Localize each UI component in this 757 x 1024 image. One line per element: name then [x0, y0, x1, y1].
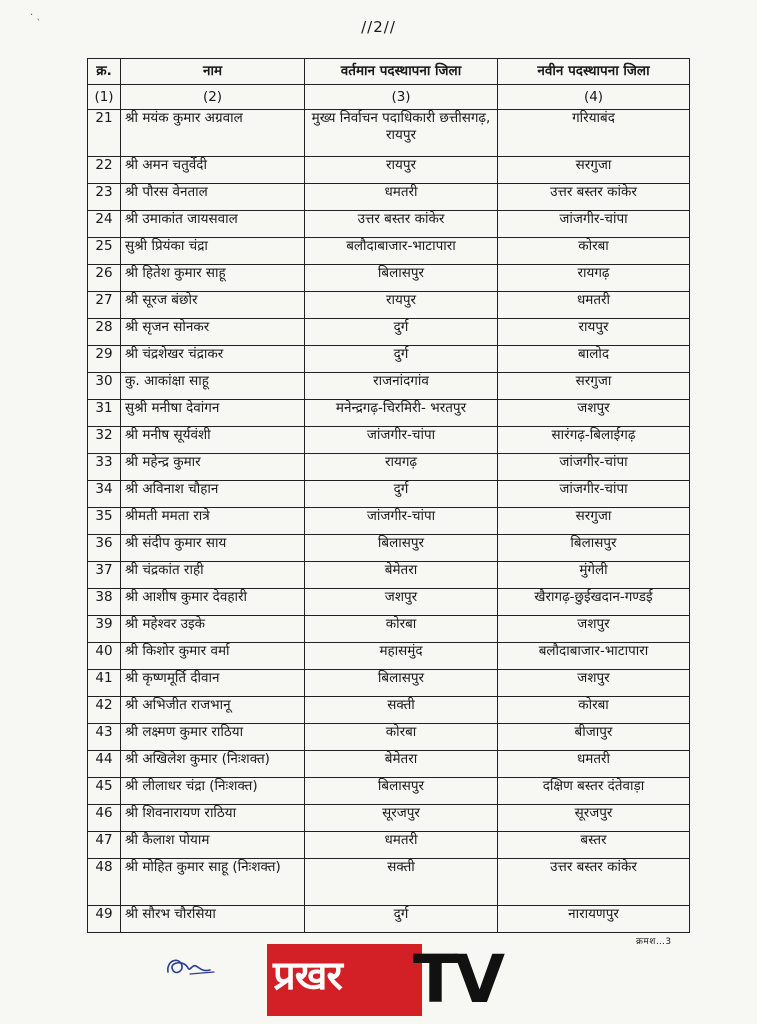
serial-cell: 40: [88, 643, 121, 670]
current-district-cell: रायगढ़: [305, 454, 498, 481]
table-row: [88, 481, 690, 508]
new-district-cell: बिलासपुर: [498, 535, 690, 562]
table-row: [88, 724, 690, 751]
current-district-cell: दुर्ग: [305, 346, 498, 373]
name-cell: श्री लीलाधर चंद्रा (निःशक्त): [121, 778, 305, 805]
current-district-cell: बिलासपुर: [305, 670, 498, 697]
prakhar-tv-logo: [267, 941, 502, 1018]
current-district-cell: बिलासपुर: [305, 535, 498, 562]
new-district-cell: जशपुर: [498, 670, 690, 697]
current-district-cell: जांजगीर-चांपा: [305, 508, 498, 535]
serial-cell: 28: [88, 319, 121, 346]
new-district-cell: जशपुर: [498, 400, 690, 427]
new-district-cell: सूरजपुर: [498, 805, 690, 832]
name-cell: श्री मोहित कुमार साहू (निःशक्त): [121, 859, 305, 906]
column-number: (3): [305, 85, 498, 110]
serial-cell: 38: [88, 589, 121, 616]
name-cell: श्री चंद्रशेखर चंद्राकर: [121, 346, 305, 373]
serial-cell: 24: [88, 211, 121, 238]
column-number: (2): [121, 85, 305, 110]
table-row: [88, 292, 690, 319]
name-cell: श्री सौरभ चौरसिया: [121, 906, 305, 933]
current-district-cell: कोरबा: [305, 724, 498, 751]
name-cell: श्री आशीष कुमार देवहारी: [121, 589, 305, 616]
current-district-cell: मुख्य निर्वाचन पदाधिकारी छत्तीसगढ़, रायपुर: [305, 110, 498, 157]
new-district-cell: बस्तर: [498, 832, 690, 859]
name-cell: श्री महेन्द्र कुमार: [121, 454, 305, 481]
current-district-cell: धमतरी: [305, 832, 498, 859]
name-cell: श्री अमन चतुर्वेदी: [121, 157, 305, 184]
name-cell: श्री अविनाश चौहान: [121, 481, 305, 508]
table-row: [88, 751, 690, 778]
current-district-cell: बलौदाबाजार-भाटापारा: [305, 238, 498, 265]
table-row: [88, 110, 690, 157]
header-name: नाम: [121, 59, 305, 85]
name-cell: श्री महेश्वर उइके: [121, 616, 305, 643]
table-row: [88, 184, 690, 211]
name-cell: सुश्री मनीषा देवांगन: [121, 400, 305, 427]
page-marker: //2//: [361, 18, 396, 36]
current-district-cell: कोरबा: [305, 616, 498, 643]
signature: [160, 950, 220, 986]
table-row: [88, 508, 690, 535]
new-district-cell: सरगुजा: [498, 508, 690, 535]
new-district-cell: गरियाबंद: [498, 110, 690, 157]
serial-cell: 30: [88, 373, 121, 400]
current-district-cell: दुर्ग: [305, 481, 498, 508]
serial-cell: 21: [88, 110, 121, 157]
current-district-cell: महासमुंद: [305, 643, 498, 670]
serial-cell: 36: [88, 535, 121, 562]
serial-cell: 33: [88, 454, 121, 481]
table-row: [88, 859, 690, 906]
current-district-cell: रायपुर: [305, 157, 498, 184]
table-row: [88, 454, 690, 481]
current-district-cell: मनेन्द्रगढ़-चिरमिरी- भरतपुर: [305, 400, 498, 427]
serial-cell: 25: [88, 238, 121, 265]
name-cell: कु. आकांक्षा साहू: [121, 373, 305, 400]
new-district-cell: जांजगीर-चांपा: [498, 454, 690, 481]
header-serial: क्र.: [88, 59, 121, 85]
name-cell: श्री अभिजीत राजभानू: [121, 697, 305, 724]
name-cell: श्रीमती ममता रात्रे: [121, 508, 305, 535]
table-row: [88, 697, 690, 724]
name-cell: श्री मयंक कुमार अग्रवाल: [121, 110, 305, 157]
table-row: [88, 535, 690, 562]
scan-marks: · ˎ: [30, 10, 42, 21]
serial-cell: 31: [88, 400, 121, 427]
serial-cell: 27: [88, 292, 121, 319]
table-row: [88, 562, 690, 589]
continued-note: क्रमश…3: [636, 937, 672, 947]
serial-cell: 35: [88, 508, 121, 535]
serial-cell: 37: [88, 562, 121, 589]
current-district-cell: राजनांदगांव: [305, 373, 498, 400]
name-cell: श्री अखिलेश कुमार (निःशक्त): [121, 751, 305, 778]
new-district-cell: रायपुर: [498, 319, 690, 346]
serial-cell: 32: [88, 427, 121, 454]
table-row: [88, 373, 690, 400]
table-row: [88, 238, 690, 265]
table-row: [88, 589, 690, 616]
current-district-cell: बेमेतरा: [305, 562, 498, 589]
serial-cell: 46: [88, 805, 121, 832]
table-row: [88, 778, 690, 805]
current-district-cell: बेमेतरा: [305, 751, 498, 778]
name-cell: श्री किशोर कुमार वर्मा: [121, 643, 305, 670]
serial-cell: 43: [88, 724, 121, 751]
new-district-cell: रायगढ़: [498, 265, 690, 292]
table-row: [88, 265, 690, 292]
serial-cell: 39: [88, 616, 121, 643]
serial-cell: 26: [88, 265, 121, 292]
new-district-cell: कोरबा: [498, 697, 690, 724]
new-district-cell: जांजगीर-चांपा: [498, 481, 690, 508]
new-district-cell: नारायणपुर: [498, 906, 690, 933]
name-cell: श्री कैलाश पोयाम: [121, 832, 305, 859]
table-row: [88, 643, 690, 670]
current-district-cell: सक्ती: [305, 697, 498, 724]
new-district-cell: सारंगढ़-बिलाईगढ़: [498, 427, 690, 454]
table-row: [88, 346, 690, 373]
new-district-cell: धमतरी: [498, 292, 690, 319]
current-district-cell: बिलासपुर: [305, 778, 498, 805]
serial-cell: 44: [88, 751, 121, 778]
serial-cell: 45: [88, 778, 121, 805]
name-cell: श्री मनीष सूर्यवंशी: [121, 427, 305, 454]
name-cell: श्री लक्ष्मण कुमार राठिया: [121, 724, 305, 751]
current-district-cell: दुर्ग: [305, 319, 498, 346]
current-district-cell: रायपुर: [305, 292, 498, 319]
serial-cell: 42: [88, 697, 121, 724]
new-district-cell: सरगुजा: [498, 373, 690, 400]
name-cell: श्री शिवनारायण राठिया: [121, 805, 305, 832]
name-cell: श्री चंद्रकांत राही: [121, 562, 305, 589]
header-new-district: नवीन पदस्थापना जिला: [498, 59, 690, 85]
new-district-cell: धमतरी: [498, 751, 690, 778]
header-current-district: वर्तमान पदस्थापना जिला: [305, 59, 498, 85]
column-number: (4): [498, 85, 690, 110]
current-district-cell: बिलासपुर: [305, 265, 498, 292]
table-row: [88, 319, 690, 346]
serial-cell: 29: [88, 346, 121, 373]
new-district-cell: सरगुजा: [498, 157, 690, 184]
current-district-cell: सक्ती: [305, 859, 498, 906]
new-district-cell: उत्तर बस्तर कांकेर: [498, 184, 690, 211]
serial-cell: 49: [88, 906, 121, 933]
current-district-cell: उत्तर बस्तर कांकेर: [305, 211, 498, 238]
name-cell: श्री सूरज बंछोर: [121, 292, 305, 319]
name-cell: श्री हितेश कुमार साहू: [121, 265, 305, 292]
current-district-cell: जशपुर: [305, 589, 498, 616]
logo-text: प्रखर: [273, 953, 342, 999]
new-district-cell: बालोद: [498, 346, 690, 373]
name-cell: श्री सृजन सोनकर: [121, 319, 305, 346]
name-cell: श्री संदीप कुमार साय: [121, 535, 305, 562]
table-row: [88, 400, 690, 427]
new-district-cell: मुंगेली: [498, 562, 690, 589]
table-row: [88, 157, 690, 184]
serial-cell: 22: [88, 157, 121, 184]
current-district-cell: धमतरी: [305, 184, 498, 211]
logo-red-box: [267, 944, 422, 1016]
table-row: [88, 670, 690, 697]
table-row: [88, 832, 690, 859]
new-district-cell: उत्तर बस्तर कांकेर: [498, 859, 690, 906]
table-row: [88, 211, 690, 238]
new-district-cell: दक्षिण बस्तर दंतेवाड़ा: [498, 778, 690, 805]
new-district-cell: खैरागढ़-छुईखदान-गण्डई: [498, 589, 690, 616]
serial-cell: 23: [88, 184, 121, 211]
new-district-cell: बीजापुर: [498, 724, 690, 751]
table-row: [88, 906, 690, 933]
name-cell: सुश्री प्रियंका चंद्रा: [121, 238, 305, 265]
transfer-table: [87, 58, 690, 933]
new-district-cell: जशपुर: [498, 616, 690, 643]
table-body: [88, 110, 690, 933]
table-row: [88, 805, 690, 832]
new-district-cell: बलौदाबाजार-भाटापारा: [498, 643, 690, 670]
column-number: (1): [88, 85, 121, 110]
current-district-cell: जांजगीर-चांपा: [305, 427, 498, 454]
current-district-cell: दुर्ग: [305, 906, 498, 933]
table-row: [88, 427, 690, 454]
name-cell: श्री उमाकांत जायसवाल: [121, 211, 305, 238]
logo-tv-suffix: TV: [413, 941, 502, 1018]
serial-cell: 47: [88, 832, 121, 859]
name-cell: श्री पौरस वेनताल: [121, 184, 305, 211]
table-header-row: [88, 59, 690, 85]
new-district-cell: कोरबा: [498, 238, 690, 265]
column-number-row: [88, 85, 690, 110]
serial-cell: 41: [88, 670, 121, 697]
current-district-cell: सूरजपुर: [305, 805, 498, 832]
serial-cell: 34: [88, 481, 121, 508]
table-row: [88, 616, 690, 643]
serial-cell: 48: [88, 859, 121, 906]
new-district-cell: जांजगीर-चांपा: [498, 211, 690, 238]
name-cell: श्री कृष्णमूर्ति दीवान: [121, 670, 305, 697]
